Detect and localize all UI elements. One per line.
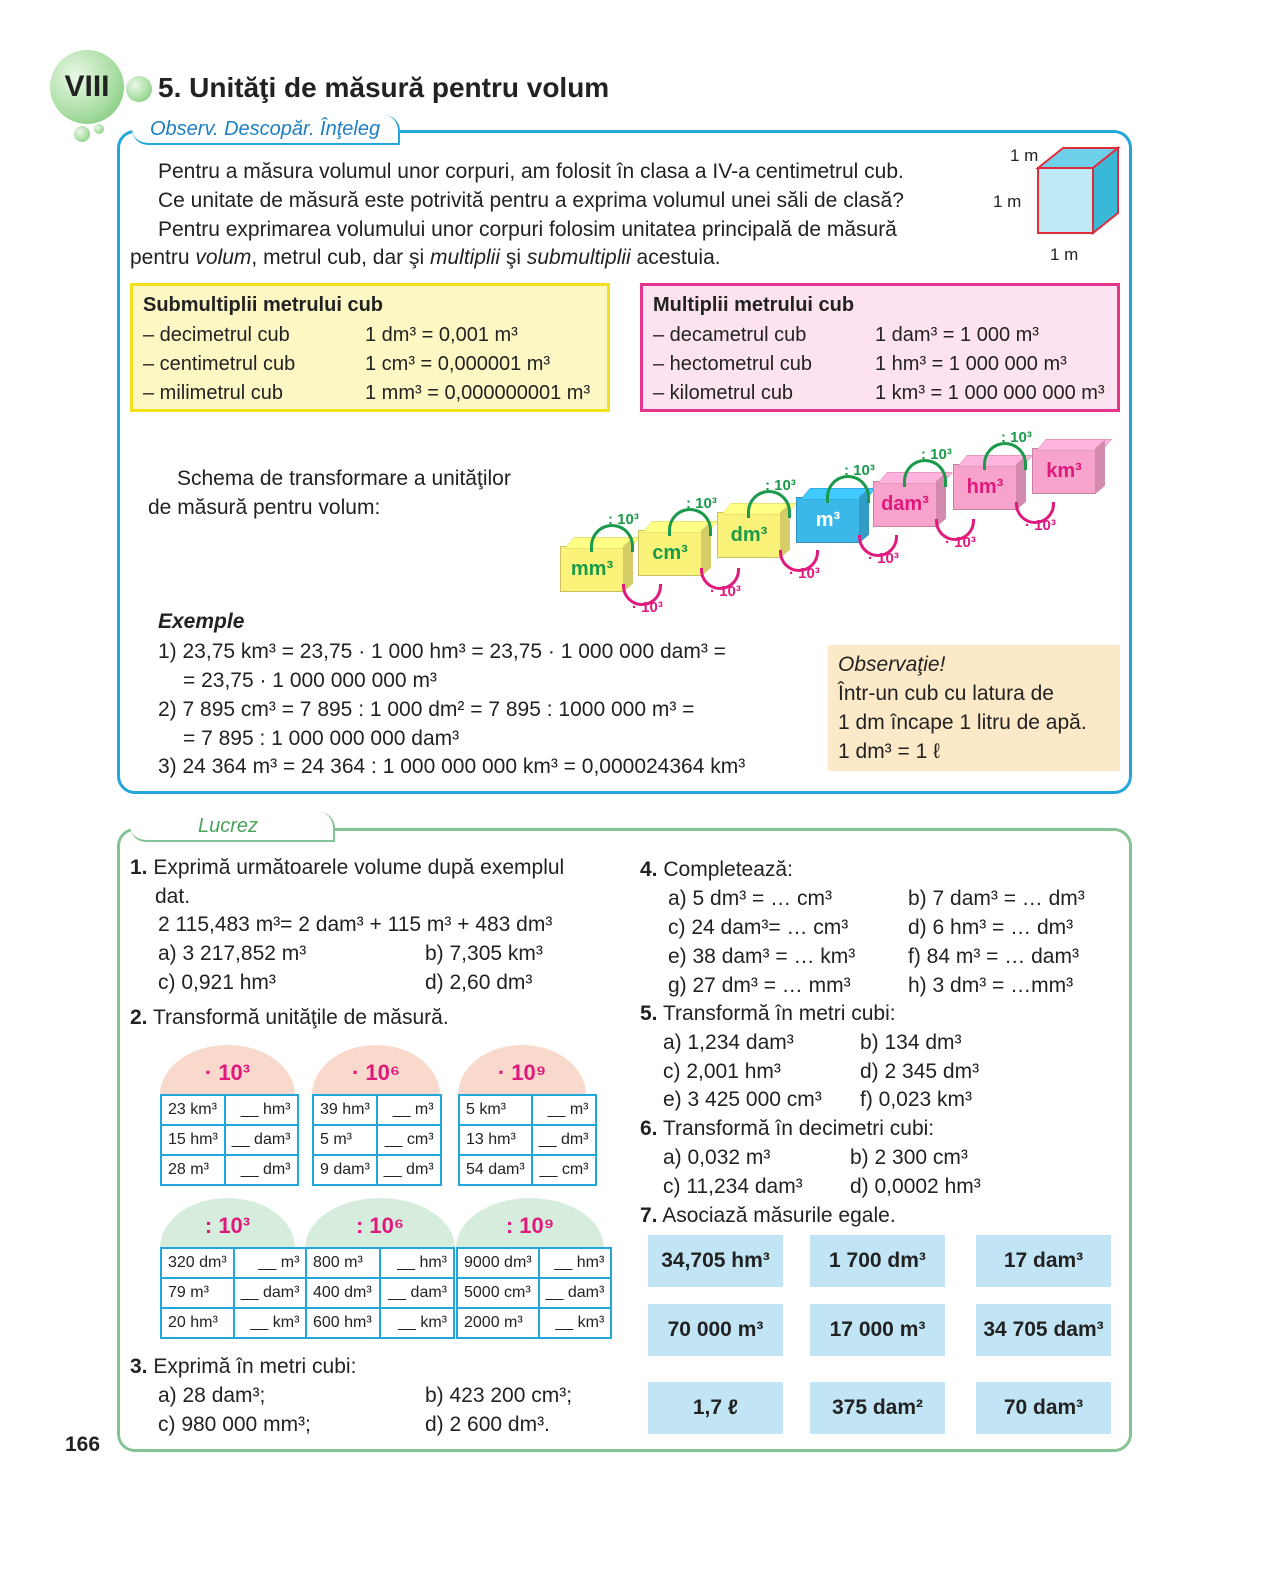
match-card[interactable]: 375 dam² [810, 1382, 945, 1434]
exercise-item: d) 2,60 dm³ [425, 971, 533, 994]
conversion-table [456, 1247, 612, 1339]
exercise-item: c) 980 000 mm³; [158, 1413, 311, 1436]
exercise-1-title [130, 856, 564, 880]
text: volum [195, 246, 252, 269]
text: Exprimă următoarele volume după exemplul [153, 856, 565, 879]
observation-box [828, 645, 1120, 771]
unit-label: hm³ [966, 475, 1004, 498]
table-row [306, 1248, 454, 1278]
unit-label: km³ [1046, 459, 1082, 482]
text: Transformă în metri cubi: [662, 1002, 896, 1025]
operation-header: · 10⁶ [312, 1045, 440, 1095]
exercise-item: f) 0,023 km³ [860, 1088, 973, 1111]
multiples-box [640, 283, 1120, 412]
exercise-item: c) 2,001 hm³ [663, 1060, 781, 1083]
given-value: 13 hm³ [459, 1125, 532, 1155]
match-card[interactable]: 34,705 hm³ [648, 1235, 783, 1287]
exercise-item: b) 423 200 cm³; [425, 1384, 573, 1407]
conversion-table [312, 1094, 442, 1186]
exercise-item: b) 7 dam³ = … dm³ [908, 887, 1085, 910]
answer-blank[interactable]: __ km³ [234, 1308, 307, 1338]
answer-blank[interactable]: __ km³ [539, 1308, 612, 1338]
exercise-item: c) 0,921 hm³ [158, 971, 276, 994]
multiply-label: · 10³ [945, 534, 976, 551]
table-row [457, 1248, 611, 1278]
match-card[interactable]: 1 700 dm³ [810, 1235, 945, 1287]
submultiples-box [130, 283, 610, 412]
table-row [459, 1095, 596, 1125]
unit-label: cm³ [652, 541, 688, 564]
exercise-2-title [130, 1006, 449, 1030]
table-row [313, 1125, 441, 1155]
exercise-1-example: 2 115,483 m³= 2 dam³ + 115 m³ + 483 dm³ [158, 913, 553, 936]
text: acestuia. [630, 246, 721, 269]
example-line: 3) 24 364 m³ = 24 364 : 1 000 000 000 km³ = 0,000024364 km³ [158, 755, 746, 778]
answer-blank[interactable]: __ dam³ [225, 1125, 298, 1155]
multiply-label: · 10³ [1025, 517, 1056, 534]
table-row [161, 1308, 306, 1338]
unit-equivalence: 1 dam³ = 1 000 m³ [875, 324, 1039, 346]
unit-cube-mm [560, 546, 624, 592]
exercise-item: d) 6 hm³ = … dm³ [908, 916, 1074, 939]
answer-blank[interactable]: __ m³ [234, 1248, 307, 1278]
unit-name: – decametrul cub [653, 324, 807, 346]
match-card[interactable]: 70 000 m³ [648, 1304, 783, 1356]
decor-bubble [74, 126, 90, 142]
answer-blank[interactable]: __ hm³ [380, 1248, 454, 1278]
given-value: 400 dm³ [306, 1278, 380, 1308]
observation-line: 1 dm³ = 1 ℓ [838, 740, 940, 763]
page-number: 166 [65, 1433, 101, 1456]
exercise-item: g) 27 dm³ = … mm³ [668, 974, 851, 997]
exercise-item: a) 0,032 m³ [663, 1146, 771, 1169]
given-value: 23 km³ [161, 1095, 225, 1125]
exercise-item: a) 5 dm³ = … cm³ [668, 887, 832, 910]
multiply-label: · 10³ [632, 599, 663, 616]
exercise-item: a) 3 217,852 m³ [158, 942, 307, 965]
text: pentru [130, 246, 196, 269]
divide-label: : 10³ [686, 495, 717, 512]
match-card[interactable]: 34 705 dam³ [976, 1304, 1111, 1356]
text: Transformă în decimetri cubi: [662, 1117, 935, 1140]
exercise-number: 1. [130, 856, 148, 879]
unit-label: dm³ [730, 523, 768, 546]
answer-blank[interactable]: __ m³ [377, 1095, 441, 1125]
unit-equivalence: 1 km³ = 1 000 000 000 m³ [875, 382, 1105, 404]
answer-blank[interactable]: __ dm³ [377, 1155, 441, 1185]
divide-label: : 10³ [765, 477, 796, 494]
conversion-table [160, 1094, 299, 1186]
operation-header: · 10³ [160, 1045, 295, 1095]
table-row [306, 1278, 454, 1308]
cube-illustration [1030, 143, 1125, 238]
page-title: 5. Unităţi de măsură pentru volum [158, 72, 610, 103]
exercise-7-title [640, 1204, 896, 1228]
text: Exprimă în metri cubi: [153, 1355, 357, 1378]
table-row [459, 1125, 596, 1155]
exercise-item: d) 0,0002 hm³ [850, 1175, 981, 1198]
answer-blank[interactable]: __ dam³ [539, 1278, 612, 1308]
decor-bubble [126, 76, 152, 102]
exercise-item: h) 3 dm³ = …mm³ [908, 974, 1074, 997]
given-value: 39 hm³ [313, 1095, 377, 1125]
intro-line: Pentru exprimarea volumului unor corpuri folosim unitatea principală de măsură [158, 218, 897, 241]
given-value: 20 hm³ [161, 1308, 234, 1338]
section-tag-observe: Observ. Descopăr. Înţeleg [132, 115, 400, 145]
answer-blank[interactable]: __ km³ [380, 1308, 454, 1338]
unit-name: – decimetrul cub [143, 324, 290, 346]
example-line: = 7 895 : 1 000 000 000 dam³ [183, 727, 460, 750]
section-tag-work: Lucrez [130, 812, 335, 842]
observation-title: Observaţie! [838, 653, 946, 676]
exercise-number: 2. [130, 1006, 148, 1029]
chapter-number: VIII [64, 70, 110, 103]
exercise-number: 6. [640, 1117, 658, 1140]
exercise-item: c) 24 dam³= … cm³ [668, 916, 849, 939]
table-row [161, 1095, 298, 1125]
scheme-text: de măsură pentru volum: [148, 496, 381, 519]
example-line: 1) 23,75 km³ = 23,75 · 1 000 hm³ = 23,75 · 1 000 000 dam³ = [158, 640, 726, 663]
cube-edge-label: 1 m [993, 192, 1022, 211]
text: submultiplii [526, 246, 631, 269]
example-line: 2) 7 895 cm³ = 7 895 : 1 000 dm² = 7 895 : 1000 000 m³ = [158, 698, 695, 721]
exercise-item: a) 28 dam³; [158, 1384, 266, 1407]
unit-name: – hectometrul cub [653, 353, 812, 375]
exercise-5-title [640, 1002, 896, 1026]
given-value: 800 m³ [306, 1248, 380, 1278]
given-value: 5 m³ [313, 1125, 377, 1155]
unit-cube-dam [873, 481, 937, 527]
exercise-4-title [640, 858, 793, 882]
given-value: 2000 m³ [457, 1308, 539, 1338]
unit-cube-dm [717, 512, 781, 558]
given-value: 5 km³ [459, 1095, 532, 1125]
intro-line [130, 246, 721, 270]
scheme-text: Schema de transformare a unităţilor [177, 467, 511, 490]
answer-blank[interactable]: __ m³ [532, 1095, 596, 1125]
unit-cube-m [796, 497, 860, 543]
unit-equivalence: 1 mm³ = 0,000000001 m³ [365, 382, 591, 404]
text: Asociază măsurile egale. [662, 1204, 896, 1227]
given-value: 320 dm³ [161, 1248, 234, 1278]
given-value: 79 m³ [161, 1278, 234, 1308]
intro-line: Ce unitate de măsură este potrivită pentru a exprima volumul unei săli de clasă? [158, 189, 904, 212]
match-card[interactable]: 17 dam³ [976, 1235, 1111, 1287]
answer-blank[interactable]: __ hm³ [225, 1095, 298, 1125]
text: Completează: [663, 858, 793, 881]
answer-blank[interactable]: __ dam³ [380, 1278, 454, 1308]
unit-equivalence: 1 cm³ = 0,000001 m³ [365, 353, 551, 375]
answer-blank[interactable]: __ dam³ [234, 1278, 307, 1308]
exercise-item: e) 3 425 000 cm³ [663, 1088, 822, 1111]
exercise-6-title [640, 1117, 934, 1141]
table-row [313, 1155, 441, 1185]
operation-header: · 10⁹ [458, 1045, 586, 1095]
unit-cube-hm [953, 464, 1017, 510]
exercise-item: d) 2 345 dm³ [860, 1060, 980, 1083]
table-row [457, 1308, 611, 1338]
unit-equivalence: 1 dm³ = 0,001 m³ [365, 324, 518, 346]
conversion-table [458, 1094, 597, 1186]
given-value: 600 hm³ [306, 1308, 380, 1338]
given-value: 15 hm³ [161, 1125, 225, 1155]
unit-cube-km [1032, 448, 1096, 494]
operation-header: : 10³ [160, 1198, 295, 1248]
intro-line: Pentru a măsura volumul unor corpuri, am folosit în clasa a IV-a centimetrul cub. [158, 160, 904, 183]
exercise-3-title [130, 1355, 356, 1379]
exercise-item: c) 11,234 dam³ [663, 1175, 803, 1198]
divide-label: : 10³ [844, 462, 875, 479]
unit-name: – milimetrul cub [143, 382, 284, 404]
conversion-table [160, 1247, 307, 1339]
exercise-item: f) 84 m³ = … dam³ [908, 945, 1079, 968]
exercise-item: a) 1,234 dam³ [663, 1031, 794, 1054]
observation-line: Într-un cub cu latura de [838, 682, 1054, 705]
exercise-item: b) 134 dm³ [860, 1031, 962, 1054]
given-value: 9000 dm³ [457, 1248, 539, 1278]
multiply-label: · 10³ [868, 550, 899, 567]
examples-title: Exemple [158, 610, 245, 633]
chapter-bubble [50, 50, 124, 124]
divide-label: : 10³ [608, 511, 639, 528]
table-row [459, 1155, 596, 1185]
text: Transformă unităţile de măsură. [152, 1006, 449, 1029]
answer-blank[interactable]: __ cm³ [377, 1125, 441, 1155]
divide-label: : 10³ [1001, 429, 1032, 446]
unit-label: mm³ [570, 557, 614, 580]
match-card[interactable]: 1,7 ℓ [648, 1382, 783, 1434]
exercise-1-title-cont: dat. [155, 885, 191, 908]
table-row [306, 1308, 454, 1338]
match-card[interactable]: 70 dam³ [976, 1382, 1111, 1434]
unit-equivalence: 1 hm³ = 1 000 000 m³ [875, 353, 1067, 375]
observation-line: 1 dm încape 1 litru de apă. [838, 711, 1087, 734]
table-row [313, 1095, 441, 1125]
example-line: = 23,75 · 1 000 000 000 m³ [183, 669, 437, 692]
exercise-item: b) 7,305 km³ [425, 942, 543, 965]
table-row [161, 1125, 298, 1155]
decor-bubble [94, 124, 104, 134]
unit-cube-cm [638, 530, 702, 576]
exercise-number: 3. [130, 1355, 148, 1378]
match-card[interactable]: 17 000 m³ [810, 1304, 945, 1356]
operation-header: : 10⁹ [456, 1198, 604, 1248]
submultiples-title: Submultiplii metrului cub [143, 294, 383, 316]
conversion-table [305, 1247, 455, 1339]
unit-label: m³ [815, 508, 841, 531]
unit-name: – centimetrul cub [143, 353, 296, 375]
table-row [457, 1278, 611, 1308]
exercise-item: d) 2 600 dm³. [425, 1413, 550, 1436]
operation-header: : 10⁶ [305, 1198, 455, 1248]
exercise-number: 5. [640, 1002, 658, 1025]
given-value: 54 dam³ [459, 1155, 532, 1185]
text: şi [500, 246, 527, 269]
answer-blank[interactable]: __ cm³ [532, 1155, 596, 1185]
given-value: 5000 cm³ [457, 1278, 539, 1308]
cube-edge-label: 1 m [1010, 146, 1039, 165]
exercise-item: e) 38 dam³ = … km³ [668, 945, 856, 968]
multiply-label: · 10³ [710, 583, 741, 600]
divide-label: : 10³ [921, 446, 952, 463]
given-value: 9 dam³ [313, 1155, 377, 1185]
table-row [161, 1155, 298, 1185]
multiples-title: Multiplii metrului cub [653, 294, 855, 316]
text: multiplii [429, 246, 500, 269]
unit-name: – kilometrul cub [653, 382, 794, 404]
exercise-number: 4. [640, 858, 658, 881]
answer-blank[interactable]: __ dm³ [225, 1155, 298, 1185]
multiply-label: · 10³ [789, 565, 820, 582]
table-row [161, 1248, 306, 1278]
given-value: 28 m³ [161, 1155, 225, 1185]
exercise-item: b) 2 300 cm³ [850, 1146, 968, 1169]
answer-blank[interactable]: __ dm³ [532, 1125, 596, 1155]
exercise-number: 7. [640, 1204, 658, 1227]
table-row [161, 1278, 306, 1308]
cube-edge-label: 1 m [1050, 245, 1079, 264]
unit-label: dam³ [881, 492, 929, 515]
text: , metrul cub, dar şi [251, 246, 430, 269]
answer-blank[interactable]: __ hm³ [539, 1248, 612, 1278]
